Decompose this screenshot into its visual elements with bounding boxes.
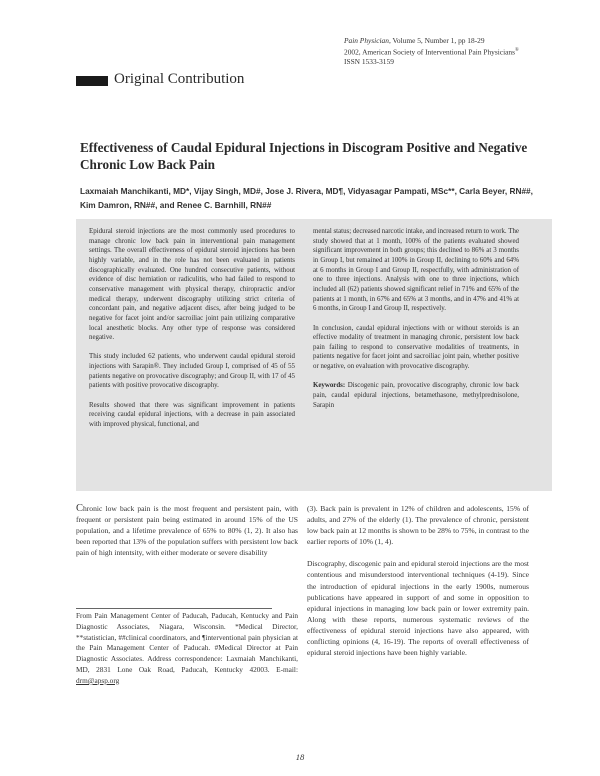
keywords-label: Keywords: [313, 382, 346, 390]
copyright-mark: ® [514, 47, 519, 53]
abstract-right-column [313, 227, 519, 420]
body-paragraph: (3). Back pain is prevalent in 12% of children and adolescents, 15% of adults, and 27% of the elderly (1). The prevalence of chronic, persistent low back pain at 12 months is shown to be 28% to 75%, in contrast to the earlier reports of 10% (1, 4). [307, 504, 529, 547]
keywords-text: Discogenic pain, provocative discography, chronic low back pain, caudal epidural injections, betamethasone, methylprednisolone, Sarapin [313, 382, 519, 409]
journal-copyright: 2002, American Society of Interventional Pain Physicians [344, 47, 515, 57]
article-title: Effectiveness of Caudal Epidural Injections in Discogram Positive and Negative Chronic Low Back Pain [80, 140, 528, 172]
abstract-paragraph: This study included 62 patients, who underwent caudal epidural steroid injections with Sarapin®. They included Group I, comprised of 45 of 55 patients negative on provocative discography; and Group II, with 17 of 45 patients with positive provocative discography. [89, 353, 295, 390]
body-paragraph [76, 503, 298, 558]
journal-name: Pain Physician [344, 36, 389, 45]
journal-citation: , Volume 5, Number 1, pp 18-29 [388, 36, 485, 45]
keywords [313, 381, 519, 410]
email-link[interactable]: drm@apsp.org [76, 675, 120, 685]
page-number: 18 [295, 752, 305, 762]
abstract-paragraph: In conclusion, caudal epidural injections with or without steroids is an effective modality of treatment in managing chronic, persistent low back pain failing to respond to conservative modalities of treatments, in patients negative for facet joint and sacroiliac joint pain, whether positive or negative, on evaluation with provocative discography. [313, 324, 519, 371]
affiliation-footnote [76, 611, 298, 687]
section-label: Original Contribution [114, 71, 245, 87]
author-list: Laxmaiah Manchikanti, MD*, Vijay Singh, MD#, Jose J. Rivera, MD¶, Vidyasagar Pampati, MSc**, Carla Beyer, RN##, Kim Damron, RN##, and Renee C. Barnhill, RN## [80, 186, 533, 210]
abstract-paragraph: mental status; decreased narcotic intake, and increased return to work. The study showed that at 1 month, 100% of the patients evaluated showed significant improvement in both groups; this declined to 86% at 3 months in Group I, but remained at 100% in Group II, declining to 60% and 64% at 6 months in Group I and Group II, respectfully, with administration of one to three injections. Analysis with one to three injections, which included all (62) patients showed significant relief in 71% and 65% of the patients at 1 month, in 67% and 65% at 3 months, and in 47% and 41% at 6 months, in Group I and Group II, respectively. [313, 228, 519, 313]
body-paragraph: Discography, discogenic pain and epidural steroid injections are the most contentious and misunderstood interventional techniques (4-19). Since the introduction of epidural injections in the early 1900s, numerous publications have appeared in support of and some in opposition to epidural injections in managing low back pain or lower extremity pain. Along with these reports, numerous systematic reviews of the effectiveness of epidural steroid injections have also appeared, with conflicting opinions (4, 16-19). The reports of overall effectiveness of epidural steroid injections have been highly variable. [307, 559, 529, 658]
footnote-divider [76, 608, 272, 609]
body-paragraph-text: hronic low back pain is the most frequent and persistent pain, with frequent or persistent pain being estimated in around 15% of the US population, and a lifetime prevalence of 65% to 80% (1, 2). It also has been reported that 13% of the population suffers with persistent low back pain of high intentsity, with either moderate or severe disability [76, 504, 298, 558]
abstract-left-column [89, 227, 295, 439]
body-left-column [76, 503, 298, 569]
drop-cap: C [76, 503, 84, 514]
section-bar [76, 76, 108, 86]
abstract-paragraph: Epidural steroid injections are the most commonly used procedures to manage chronic low back pain in interventional pain management settings. The overall effectiveness of epidural steroid injections has been highly variable, and in the role has not been evaluated in patients discographically evaluated. One hundred consecutive patients, without evidence of disc herniation or radiculitis, who had failed to respond to conservative management with physical therapy, chiropractic and/or medical therapy, underwent discography utilizing strict criteria of concordant pain, and negative adjacent discs, after being judged to be negative for facet joint and/or sacroiliac joint pain utilizing comparative local anesthetic blocks. Any other type of response was considered negative. [89, 228, 295, 342]
abstract-paragraph: Results showed that there was significant improvement in patients receiving caudal epidural injections, with a decrease in pain associated with improved physical, functional, and [89, 401, 295, 428]
journal-header [344, 36, 519, 66]
journal-issn: ISSN 1533-3159 [344, 56, 394, 66]
body-right-column [307, 503, 529, 669]
footnote-text: From Pain Management Center of Paducah, Paducah, Kentucky and Pain Diagnostic Associates, Niagara, Wisconsin. *Medical Director, **statistician, ##clinical coordinators, and ¶interventional pain physician at the Pain Management Center of Paducah. #Medical Director at Pain Diagnostic Associates. Address correspondence: Laxmaiah Manchikanti, MD, 2831 Lone Oak Road, Paducah, Kentucky 42003. E-mail: [76, 611, 298, 674]
abstract-box [76, 219, 552, 491]
